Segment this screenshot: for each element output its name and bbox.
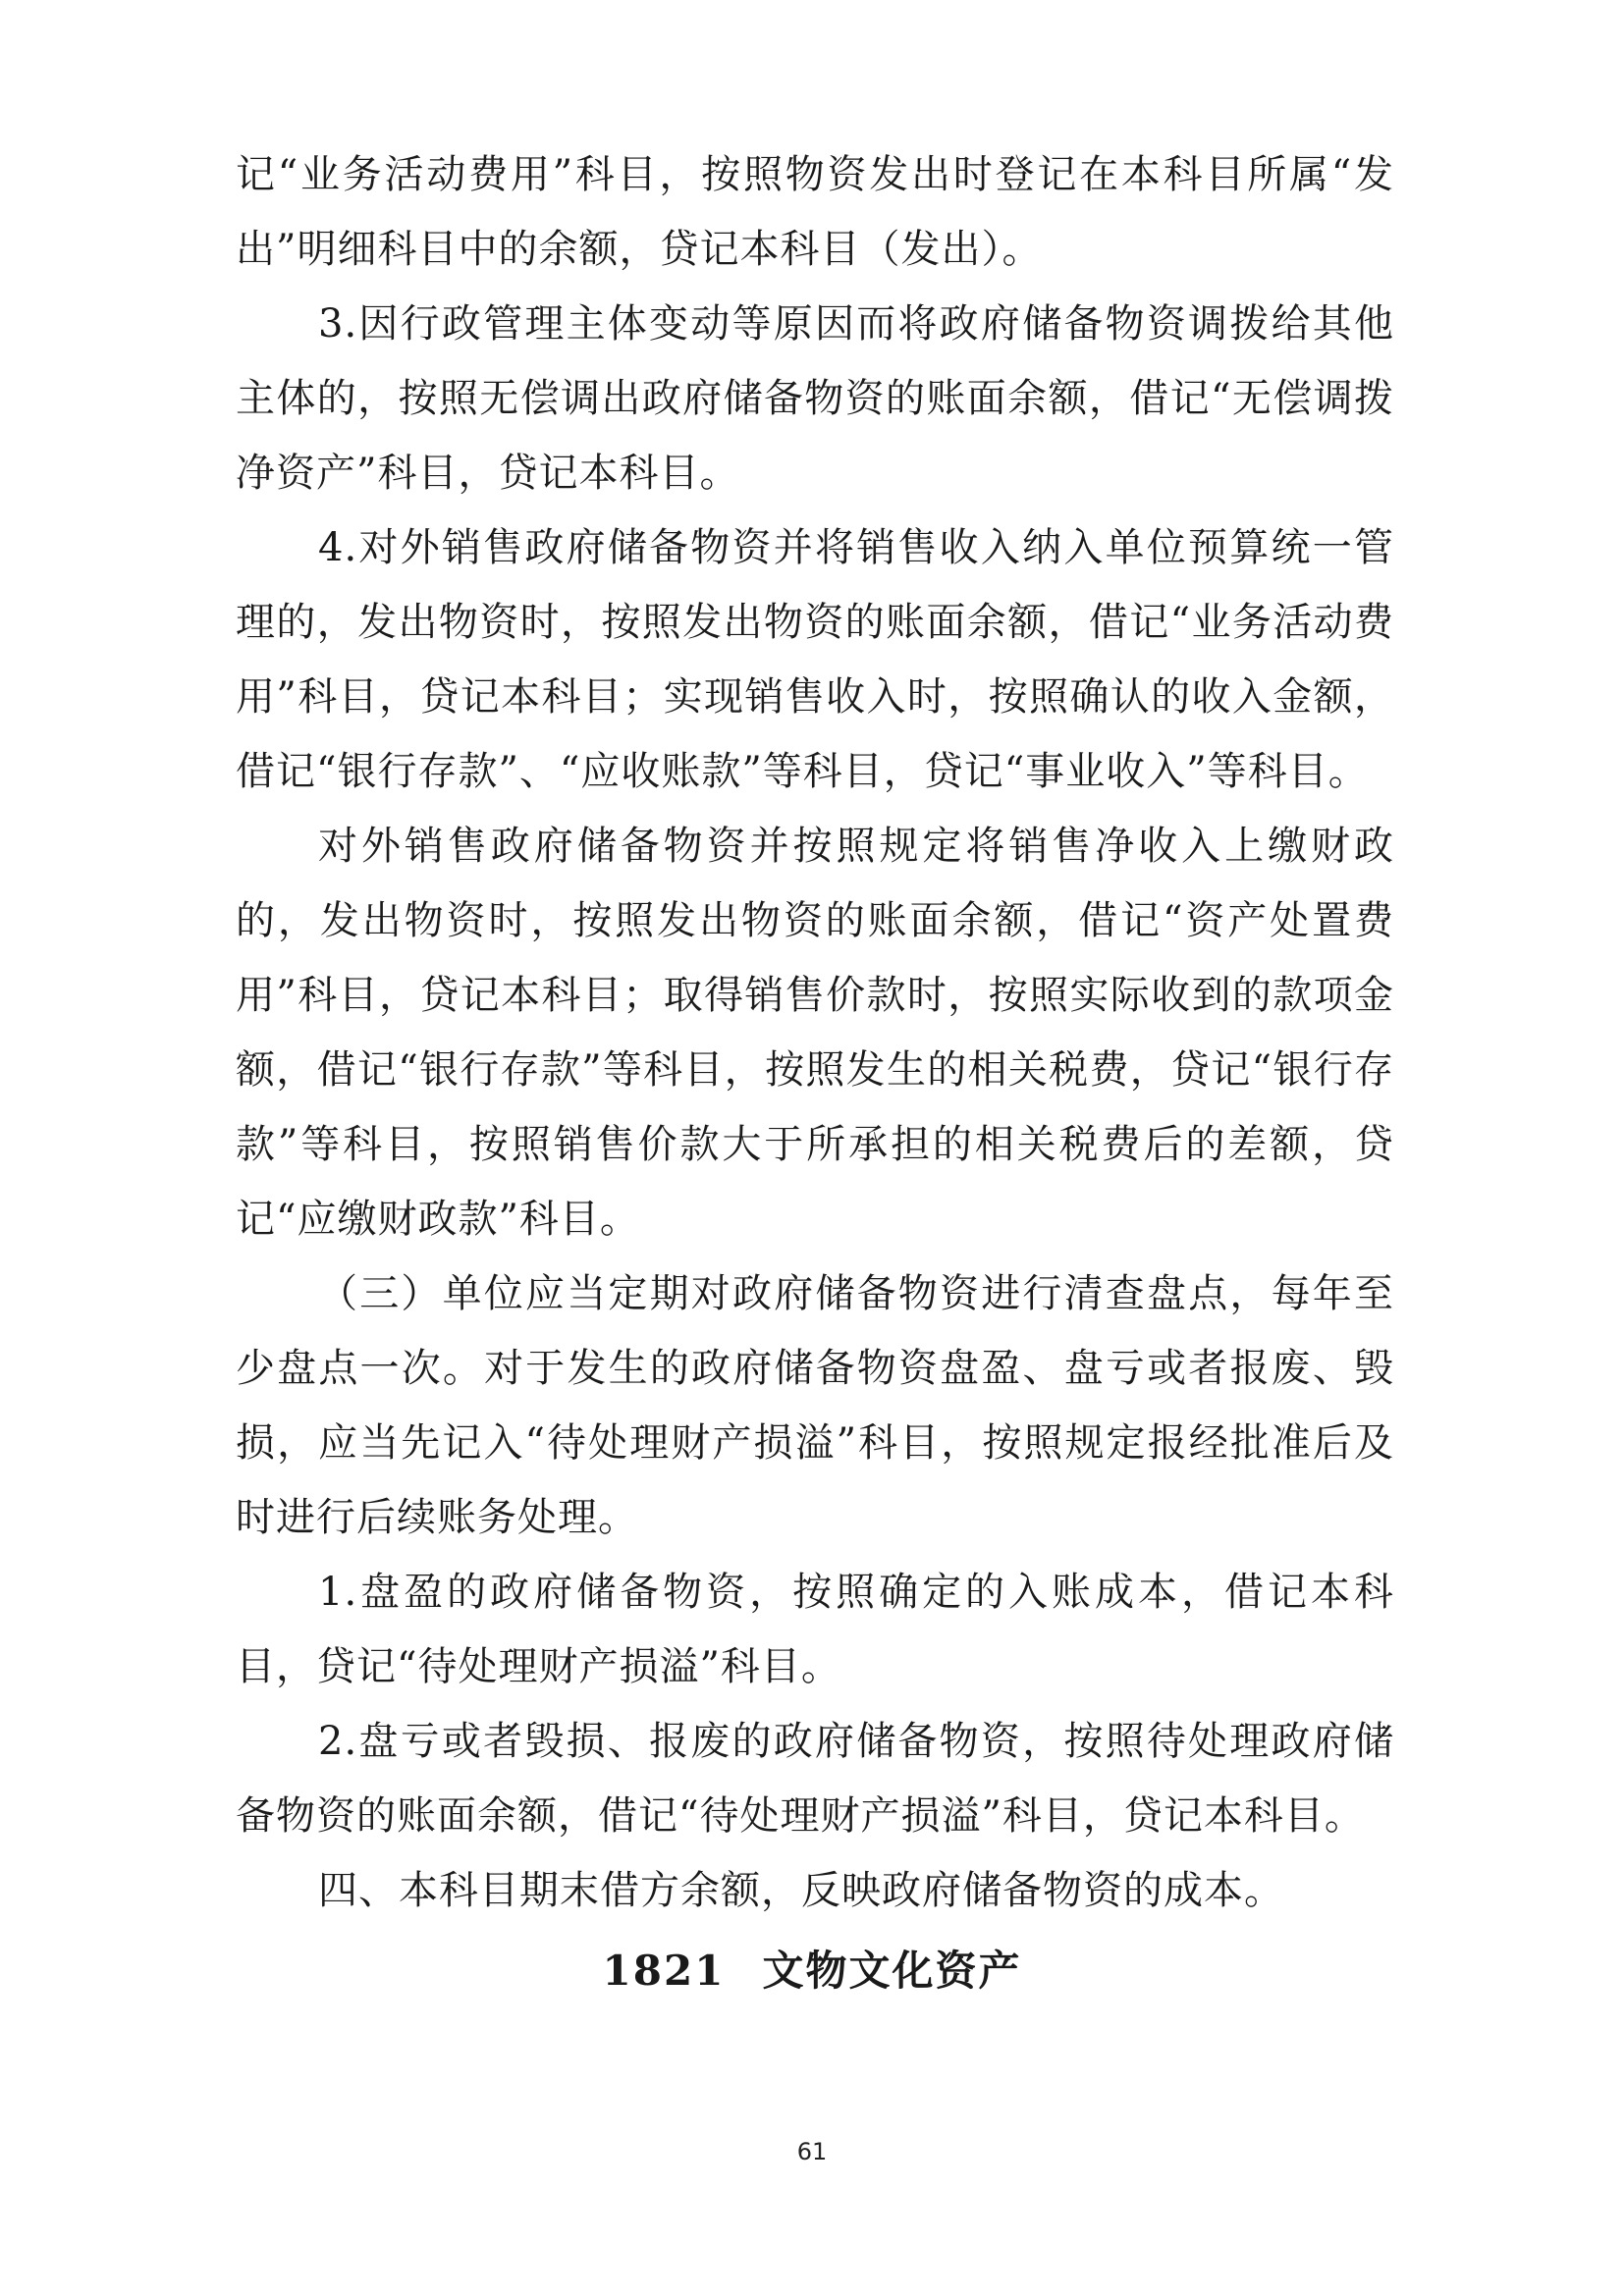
section-title-text: 文物文化资产 <box>762 1947 1022 1995</box>
section-code: 1821 <box>602 1947 726 1995</box>
paragraph: （三）单位应当定期对政府储备物资进行清查盘点，每年至少盘点一次。对于发生的政府储备物资盘盈、盘亏或者报废、毁损，应当先记入“待处理财产损溢”科目，按照规定报经批准后及时进行后续账务处理。 <box>236 1271 1394 1540</box>
section-heading <box>0 1939 1624 1998</box>
paragraph: 1.盘盈的政府储备物资，按照确定的入账成本，借记本科目，贷记“待处理财产损溢”科目。 <box>236 1570 1394 1689</box>
paragraph: 3.因行政管理主体变动等原因而将政府储备物资调拨给其他主体的，按照无偿调出政府储备物资的账面余额，借记“无偿调拨净资产”科目，贷记本科目。 <box>236 301 1394 496</box>
paragraph: 对外销售政府储备物资并按照规定将销售净收入上缴财政的，发出物资时，按照发出物资的账面余额，借记“资产处置费用”科目，贷记本科目；取得销售价款时，按照实际收到的款项金额，借记“银行存款”等科目，按照发生的相关税费，贷记“银行存款”等科目，按照销售价款大于所承担的相关税费后的差额，贷记“应缴财政款”科目。 <box>236 824 1394 1242</box>
paragraph: 4.对外销售政府储备物资并将销售收入纳入单位预算统一管理的，发出物资时，按照发出物资的账面余额，借记“业务活动费用”科目，贷记本科目；实现销售收入时，按照确认的收入金额，借记“银行存款”、“应收账款”等科目，贷记“事业收入”等科目。 <box>236 525 1394 794</box>
page-number: 61 <box>796 2138 828 2165</box>
paragraph: 2.盘亏或者毁损、报废的政府储备物资，按照待处理政府储备物资的账面余额，借记“待处理财产损溢”科目，贷记本科目。 <box>236 1719 1394 1839</box>
document-body <box>236 137 1394 1928</box>
paragraph: 四、本科目期末借方余额，反映政府储备物资的成本。 <box>318 1868 1284 1913</box>
paragraph: 记“业务活动费用”科目，按照物资发出时登记在本科目所属“发出”明细科目中的余额，贷记本科目（发出）。 <box>236 152 1394 272</box>
